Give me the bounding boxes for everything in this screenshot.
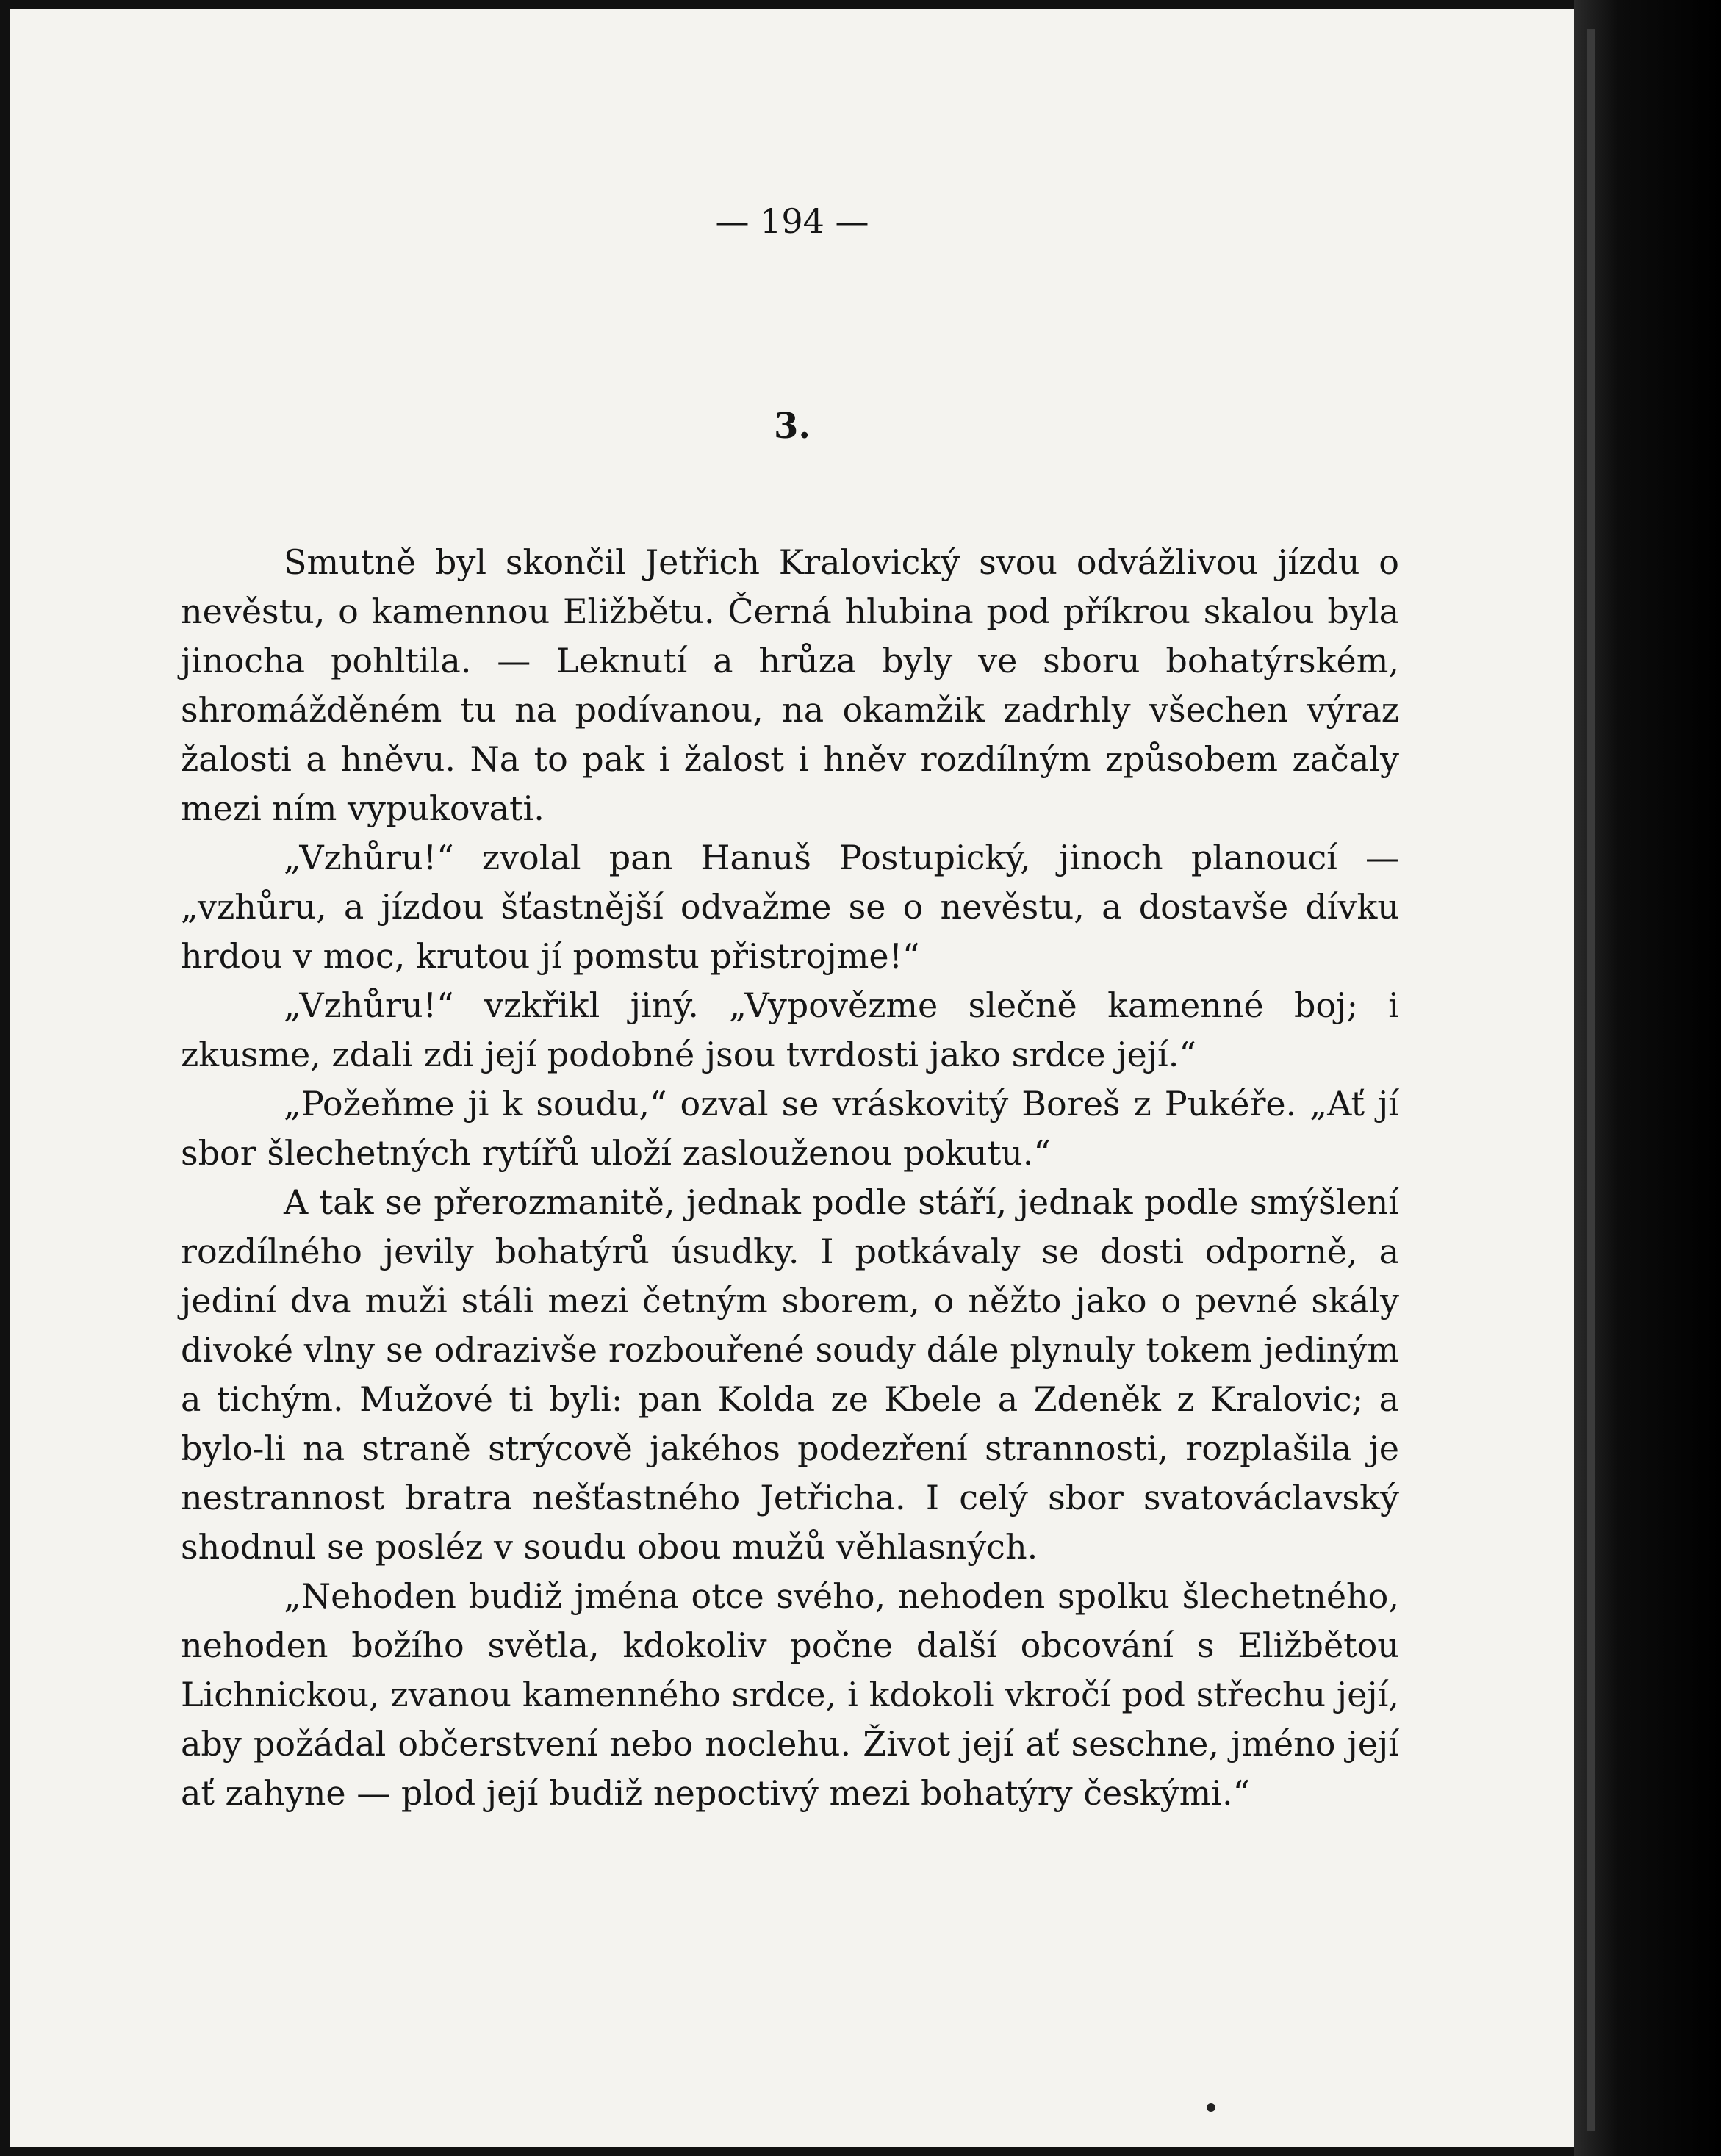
paragraph: „Vzhůru!“ zvolal pan Hanuš Postupický, jinoch planoucí — „vzhůru, a jízdou šťastnější odvažme se o nevěstu, a dostavše dívku hrdou v moc, krutou jí pomstu přistrojme!“ (181, 838, 1399, 976)
body-text (181, 538, 1399, 1818)
chapter-number: 3. (773, 406, 811, 447)
paragraph: „Nehoden budiž jména otce svého, nehoden spolku šlechetného, nehoden božího světla, kdokoliv počne další obcování s Eližbětou Lichnickou, zvanou kamenného srdce, i kdokoli vkročí pod střechu její, aby požádal občerstvení nebo noclehu. Život její ať seschne, jméno její ať zahyne — plod její budiž nepoctivý mezi bohatýry českými.“ (181, 1576, 1399, 1813)
paragraph: Smutně byl skončil Jetřich Kralovický svou odvážlivou jízdu o nevěstu, o kamennou Eližbětu. Černá hlubina pod příkrou skalou byla jinocha pohltila. — Leknutí a hrůza byly ve sboru bohatýrském, shromážděném tu na podívanou, na okamžik zadrhly všechen výraz žalosti a hněvu. Na to pak i žalost i hněv rozdílným způsobem začaly mezi ním vypukovati. (181, 542, 1399, 828)
ink-speck (1207, 2103, 1215, 2112)
paragraph: „Požeňme ji k soudu,“ ozval se vráskovitý Boreš z Pukéře. „Ať jí sbor šlechetných rytířů uloží zaslouženou pokutu.“ (181, 1084, 1399, 1173)
paragraph: A tak se přerozmanitě, jednak podle stáří, jednak podle smýšlení rozdílného jevily bohatýrů úsudky. I potkávaly se dosti odporně, a jediní dva muži stáli mezi četným sborem, o něžto jako o pevné skály divoké vlny se odrazivše rozbouřené soudy dále plynuly tokem jediným a tichým. Mužové ti byli: pan Kolda ze Kbele a Zdeněk z Kralovic; a bylo-li na straně strýcově jakéhos podezření strannosti, rozplašila je nestrannost bratra nešťastného Jetřicha. I celý sbor svatováclavský shodnul se posléz v soudu obou mužů věhlasných. (181, 1182, 1399, 1567)
book-page (10, 9, 1574, 2147)
page-number: — 194 — (715, 201, 869, 241)
binding-strip (1587, 29, 1595, 2131)
paragraph: „Vzhůru!“ vzkřikl jiný. „Vypovězme slečně kamenné boj; i zkusme, zdali zdi její podobné jsou tvrdosti jako srdce její.“ (181, 985, 1399, 1074)
page-edge-shadow (1574, 0, 1721, 2156)
